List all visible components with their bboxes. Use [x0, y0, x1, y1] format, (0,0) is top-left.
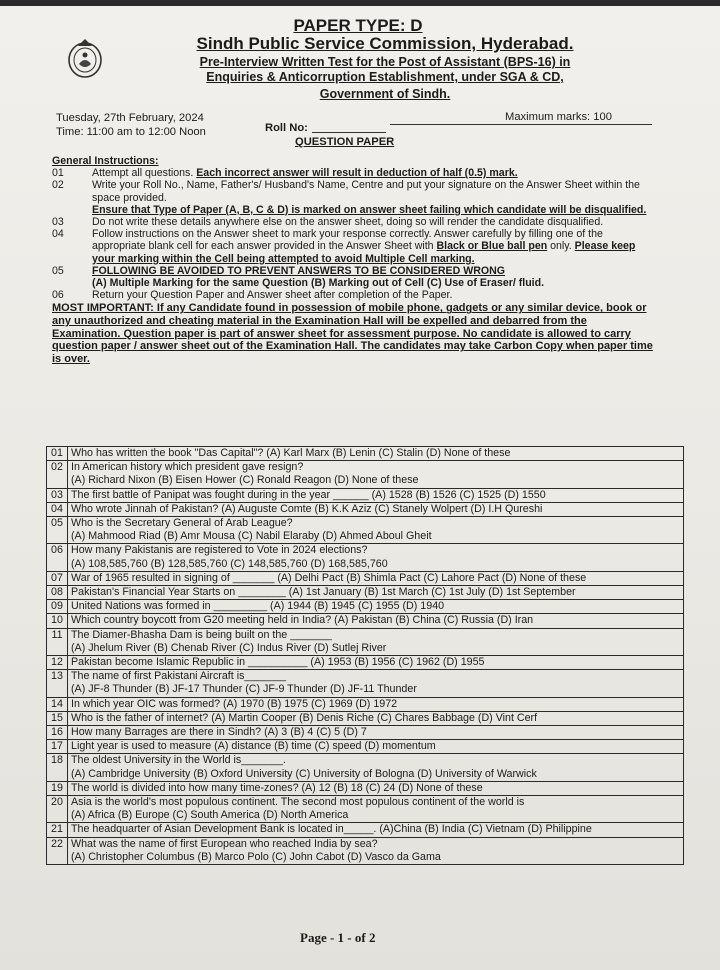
sindh-psc-logo-icon	[66, 36, 104, 80]
question-text-cell	[68, 837, 684, 864]
commission-name: Sindh Public Service Commission, Hyderabad.	[196, 34, 574, 53]
question-row	[47, 461, 684, 488]
question-row	[47, 628, 684, 655]
paper-type: PAPER TYPE: D	[293, 16, 423, 35]
roll-no-label: Roll No:	[265, 122, 308, 134]
question-number: 22	[47, 837, 68, 864]
question-text-cell	[68, 781, 684, 795]
question-text: How many Pakistanis are registered to Vote in 2024 elections?	[71, 544, 368, 557]
question-text-cell	[68, 656, 684, 670]
instruction-item: 06 Return your Question Paper and Answer sheet after completion of the Paper.	[52, 289, 453, 302]
question-text-cell	[68, 614, 684, 628]
question-text: How many Barrages are there in Sindh? (A) 3 (B) 4 (C) 5 (D) 7	[71, 726, 367, 739]
question-row	[47, 656, 684, 670]
question-text: The Diamer-Bhasha Dam is being built on the _______	[71, 628, 332, 641]
instruction-item: 05 FOLLOWING BE AVOIDED TO PREVENT ANSWERS TO BE CONSIDERED WRONG (A) Multiple Marking for the same Question (B) Marking out of Cell (C) Use of Eraser/ fluid.	[52, 264, 545, 290]
question-text: Asia is the world's most populous continent. The second most populous continent of the world is	[71, 796, 525, 809]
question-number: 16	[47, 726, 68, 740]
max-marks: Maximum marks: 100	[505, 111, 612, 123]
general-instructions	[52, 155, 658, 365]
question-text-cell	[68, 740, 684, 754]
question-text-cell	[68, 488, 684, 502]
subtitle-line-3: Government of Sindh.	[319, 87, 451, 101]
question-row	[47, 517, 684, 544]
question-options: (A) Christopher Columbus (B) Marco Polo (C) John Cabot (D) Vasco da Gama	[71, 850, 441, 863]
question-number: 18	[47, 754, 68, 781]
question-text-cell	[68, 796, 684, 823]
question-row	[47, 726, 684, 740]
most-important-notice: MOST IMPORTANT: If any Candidate found in possession of mobile phone, gadgets or any similar device, book or any unauthorized and cheating material in the Examination Hall will be expelled and debarred from the Examination. Question paper is part of answer sheet for assessment purpose. No candidate is allowed to carry question paper / answer sheet out of the Examination Hall. The candidates may take Carbon Copy when paper time is over.	[52, 302, 653, 365]
question-options: (A) Africa (B) Europe (C) South America (D) North America	[71, 809, 349, 822]
question-text: The headquarter of Asian Development Bank is located in_____. (A)China (B) India (C) Vietnam (D) Philippine	[71, 823, 592, 836]
subtitle-line-1: Pre-Interview Written Test for the Post of Assistant (BPS-16) in	[199, 55, 571, 69]
question-options: (A) Jhelum River (B) Chenab River (C) Indus River (D) Sutlej River	[71, 641, 387, 654]
question-number: 14	[47, 697, 68, 711]
question-text: Pakistan's Financial Year Starts on ________ (A) 1st January (B) 1st March (C) 1st July (D) 1st September	[71, 586, 576, 599]
question-text-cell	[68, 823, 684, 837]
question-text: The oldest University in the World is_______.	[71, 754, 286, 767]
question-number: 13	[47, 670, 68, 697]
question-row	[47, 614, 684, 628]
instruction-item: 02 Write your Roll No., Name, Father's/ Husband's Name, Centre and put your signature on the Answer Sheet within the space provided. Ensure that Type of Paper (A, B, C & D) is marked on answer sheet failing which candidate will be disqualified.	[52, 179, 647, 216]
question-text-cell	[68, 502, 684, 516]
question-number: 01	[47, 447, 68, 461]
question-text: Who is the father of internet? (A) Martin Cooper (B) Denis Riche (C) Chares Babbage (D) Vint Cerf	[71, 711, 538, 724]
question-text-cell	[68, 461, 684, 488]
question-number: 09	[47, 600, 68, 614]
question-row	[47, 781, 684, 795]
question-row	[47, 837, 684, 864]
question-text: What was the name of first European who reached India by sea?	[71, 837, 378, 850]
question-text-cell	[68, 628, 684, 655]
question-text: War of 1965 resulted in signing of _______ (A) Delhi Pact (B) Shimla Pact (C) Lahore Pact (D) None of these	[71, 571, 587, 584]
question-text-cell	[68, 670, 684, 697]
exam-time: Time: 11:00 am to 12:00 Noon	[56, 126, 206, 138]
question-number: 02	[47, 461, 68, 488]
page-number: Page - 1 - of 2	[300, 930, 376, 945]
question-row	[47, 502, 684, 516]
question-text: The first battle of Panipat was fought during in the year ______ (A) 1528 (B) 1526 (C) 1525 (D) 1550	[71, 488, 546, 501]
instruction-item: 01 Attempt all questions. Each incorrect answer will result in deduction of half (0.5) mark.	[52, 167, 518, 180]
question-row	[47, 796, 684, 823]
header-rule	[390, 124, 652, 125]
question-row	[47, 740, 684, 754]
subtitle-line-2: Enquiries & Anticorruption Establishment, under SGA & CD,	[206, 70, 564, 84]
question-row	[47, 670, 684, 697]
question-paper-heading: QUESTION PAPER	[295, 136, 395, 148]
question-row	[47, 823, 684, 837]
question-text: Pakistan become Islamic Republic in __________ (A) 1953 (B) 1956 (C) 1962 (D) 1955	[71, 656, 485, 669]
exam-date: Tuesday, 27th February, 2024	[56, 112, 204, 124]
question-text: Who is the Secretary General of Arab League?	[71, 517, 293, 530]
question-row	[47, 697, 684, 711]
question-text-cell	[68, 711, 684, 725]
question-number: 15	[47, 711, 68, 725]
question-row	[47, 447, 684, 461]
question-number: 19	[47, 781, 68, 795]
question-text-cell	[68, 697, 684, 711]
question-text: United Nations was formed in _________ (A) 1944 (B) 1945 (C) 1955 (D) 1940	[71, 600, 445, 613]
question-text-cell	[68, 517, 684, 544]
question-text: Who has written the book "Das Capital"? (A) Karl Marx (B) Lenin (C) Stalin (D) None of these	[71, 447, 511, 459]
question-number: 06	[47, 544, 68, 571]
question-text-cell	[68, 726, 684, 740]
question-row	[47, 488, 684, 502]
question-text-cell	[68, 586, 684, 600]
question-row	[47, 571, 684, 585]
question-number: 17	[47, 740, 68, 754]
roll-no-line	[312, 132, 386, 133]
question-row	[47, 544, 684, 571]
instructions-title: General Instructions:	[52, 155, 159, 167]
question-text: Who wrote Jinnah of Pakistan? (A) Auguste Comte (B) K.K Aziz (C) Stanely Wolpert (D) I.H Qureshi	[71, 502, 543, 515]
question-text: The name of first Pakistani Aircraft is_______	[71, 670, 287, 683]
question-text-cell	[68, 600, 684, 614]
question-options: (A) Cambridge University (B) Oxford University (C) University of Bologna (D) University of Warwick	[71, 767, 537, 780]
question-text: In which year OIC was formed? (A) 1970 (B) 1975 (C) 1969 (D) 1972	[71, 697, 398, 710]
top-edge	[0, 0, 720, 6]
instruction-item: 04 Follow instructions on the Answer sheet to mark your response correctly. Answer carefully by filling one of the appropriate blank cell for each answer provided in the Answer Sheet with Black or Blue ball pen only. Please keep your marking within the Cell being attempted to avoid Multiple Cell marking.	[52, 228, 636, 265]
question-row	[47, 586, 684, 600]
instruction-item: 03 Do not write these details anywhere else on the answer sheet, doing so will render the candidate disqualified.	[52, 216, 604, 229]
question-options: (A) Richard Nixon (B) Eisen Hower (C) Ronald Reagon (D) None of these	[71, 474, 419, 487]
question-number: 21	[47, 823, 68, 837]
question-number: 20	[47, 796, 68, 823]
question-number: 05	[47, 517, 68, 544]
questions-table	[46, 446, 684, 865]
question-text-cell	[68, 447, 684, 461]
question-number: 12	[47, 656, 68, 670]
question-number: 08	[47, 586, 68, 600]
question-number: 03	[47, 488, 68, 502]
question-row	[47, 600, 684, 614]
question-row	[47, 711, 684, 725]
question-options: (A) Mahmood Riad (B) Amr Mousa (C) Nabil Elaraby (D) Ahmed Aboul Gheit	[71, 530, 432, 543]
question-text: In American history which president gave resign?	[71, 461, 304, 474]
question-number: 10	[47, 614, 68, 628]
question-text: The world is divided into how many time-zones? (A) 12 (B) 18 (C) 24 (D) None of these	[71, 781, 483, 794]
question-number: 04	[47, 502, 68, 516]
question-options: (A) 108,585,760 (B) 128,585,760 (C) 148,585,760 (D) 168,585,760	[71, 557, 388, 570]
question-number: 11	[47, 628, 68, 655]
question-number: 07	[47, 571, 68, 585]
question-text-cell	[68, 571, 684, 585]
question-row	[47, 754, 684, 781]
question-text-cell	[68, 544, 684, 571]
question-text: Which country boycott from G20 meeting held in India? (A) Pakistan (B) China (C) Russia (D) Iran	[71, 614, 534, 627]
question-options: (A) JF-8 Thunder (B) JF-17 Thunder (C) JF-9 Thunder (D) JF-11 Thunder	[71, 683, 417, 696]
question-text: Light year is used to measure (A) distance (B) time (C) speed (D) momentum	[71, 740, 436, 753]
question-text-cell	[68, 754, 684, 781]
